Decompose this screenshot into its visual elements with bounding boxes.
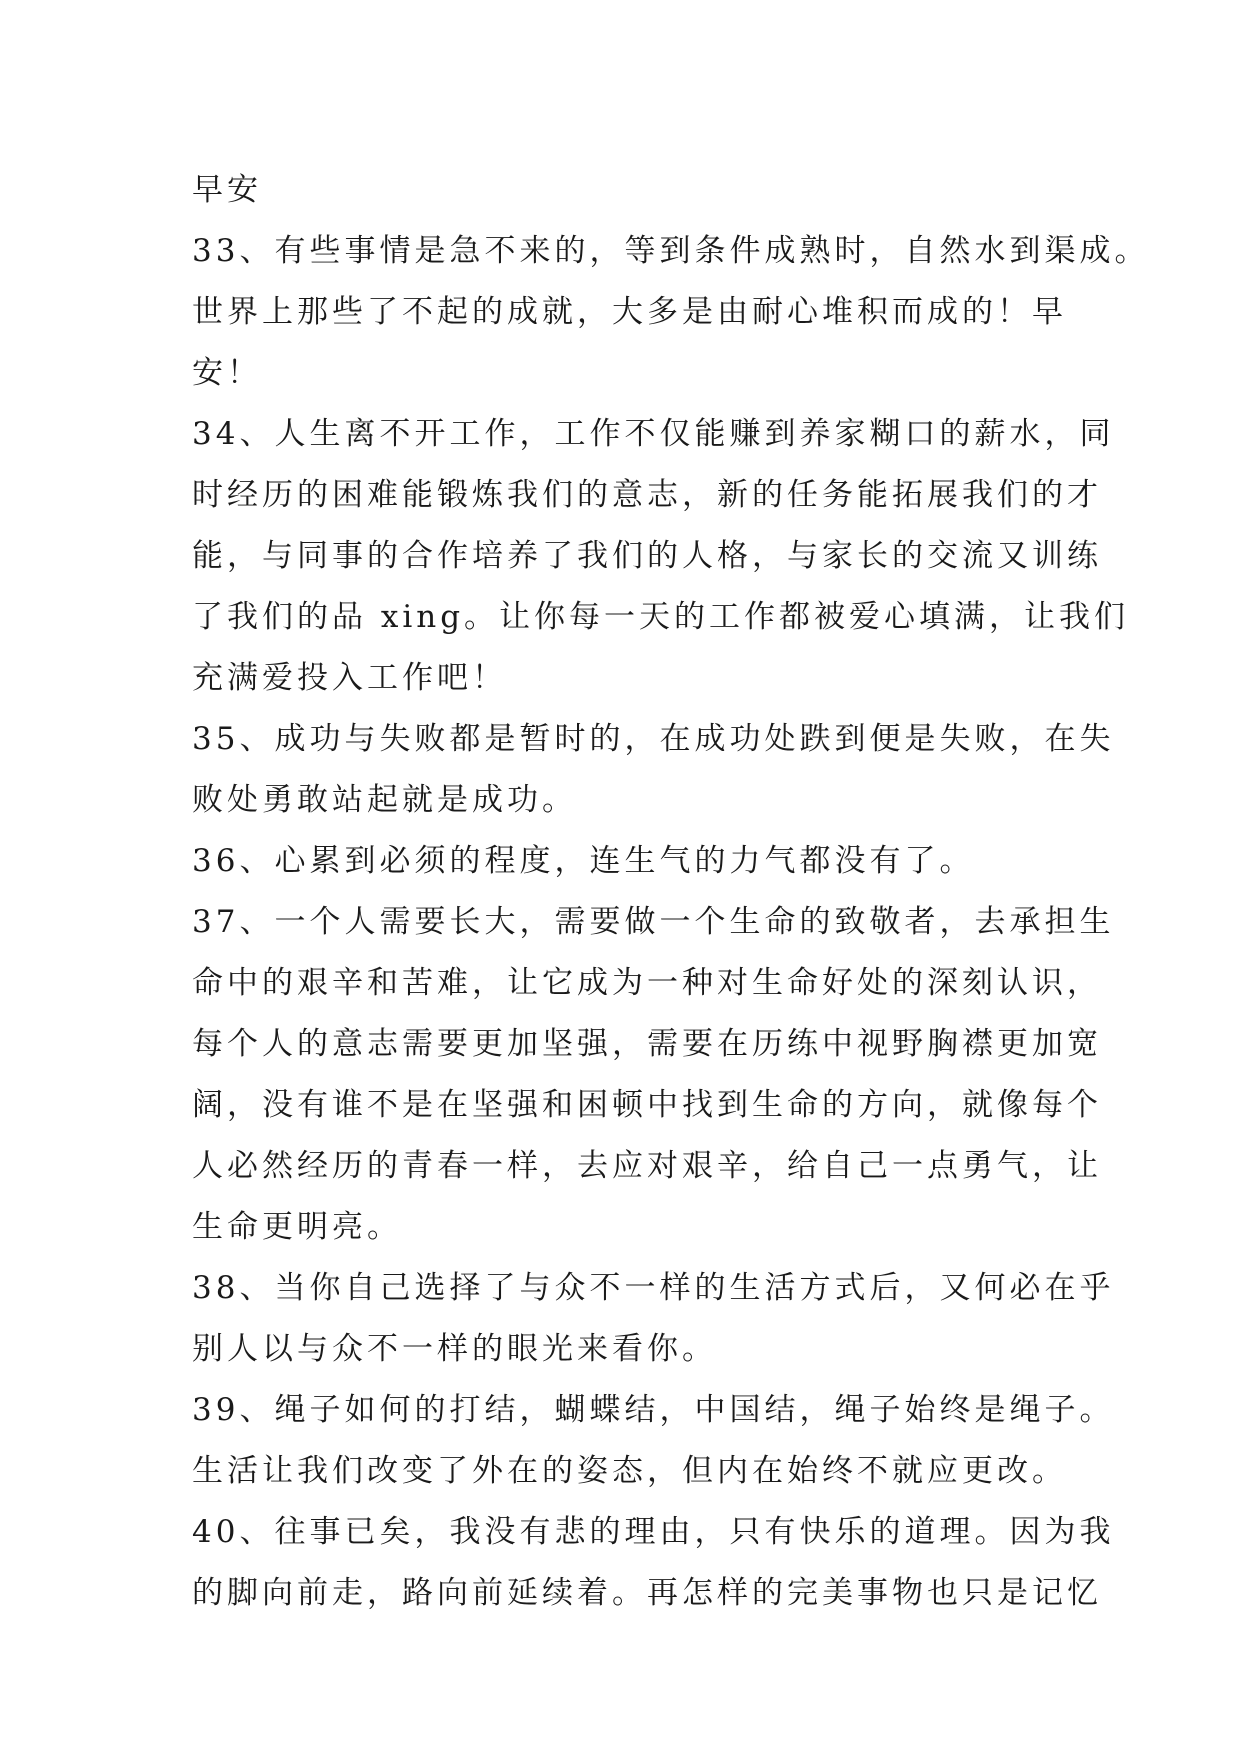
- text-line: 40、往事已矣，我没有悲的理由，只有快乐的道理。因为我: [192, 1514, 1115, 1550]
- text-line: 世界上那些了不起的成就，大多是由耐心堆积而成的！早: [192, 294, 1067, 330]
- text-line: 37、一个人需要长大，需要做一个生命的致敬者，去承担生: [192, 904, 1115, 940]
- text-line: 了我们的品 xing。让你每一天的工作都被爱心填满，让我们: [192, 599, 1130, 635]
- text-line: 充满爱投入工作吧！: [192, 660, 507, 696]
- text-line: 33、有些事情是急不来的，等到条件成熟时，自然水到渠成。: [192, 233, 1150, 269]
- text-line: 生命更明亮。: [192, 1209, 402, 1245]
- text-line: 命中的艰辛和苦难，让它成为一种对生命好处的深刻认识，: [192, 965, 1102, 1001]
- text-line: 安！: [192, 355, 262, 391]
- text-line: 败处勇敢站起就是成功。: [192, 782, 577, 818]
- text-line: 能，与同事的合作培养了我们的人格，与家长的交流又训练: [192, 538, 1102, 574]
- text-line: 36、心累到必须的程度，连生气的力气都没有了。: [192, 843, 975, 879]
- text-line: 39、绳子如何的打结，蝴蝶结，中国结，绳子始终是绳子。: [192, 1392, 1115, 1428]
- text-line: 35、成功与失败都是暂时的，在成功处跌到便是失败，在失: [192, 721, 1115, 757]
- document-body: [192, 160, 1150, 1624]
- text-line: 人必然经历的青春一样，去应对艰辛，给自己一点勇气，让: [192, 1148, 1102, 1184]
- text-line: 生活让我们改变了外在的姿态，但内在始终不就应更改。: [192, 1453, 1067, 1489]
- text-line: 早安: [192, 172, 262, 208]
- text-line: 38、当你自己选择了与众不一样的生活方式后，又何必在乎: [192, 1270, 1115, 1306]
- text-line: 34、人生离不开工作，工作不仅能赚到养家糊口的薪水，同: [192, 416, 1115, 452]
- text-line: 阔，没有谁不是在坚强和困顿中找到生命的方向，就像每个: [192, 1087, 1102, 1123]
- text-line: 时经历的困难能锻炼我们的意志，新的任务能拓展我们的才: [192, 477, 1102, 513]
- text-line: 的脚向前走，路向前延续着。再怎样的完美事物也只是记忆: [192, 1575, 1102, 1611]
- text-line: 别人以与众不一样的眼光来看你。: [192, 1331, 717, 1367]
- text-line: 每个人的意志需要更加坚强，需要在历练中视野胸襟更加宽: [192, 1026, 1102, 1062]
